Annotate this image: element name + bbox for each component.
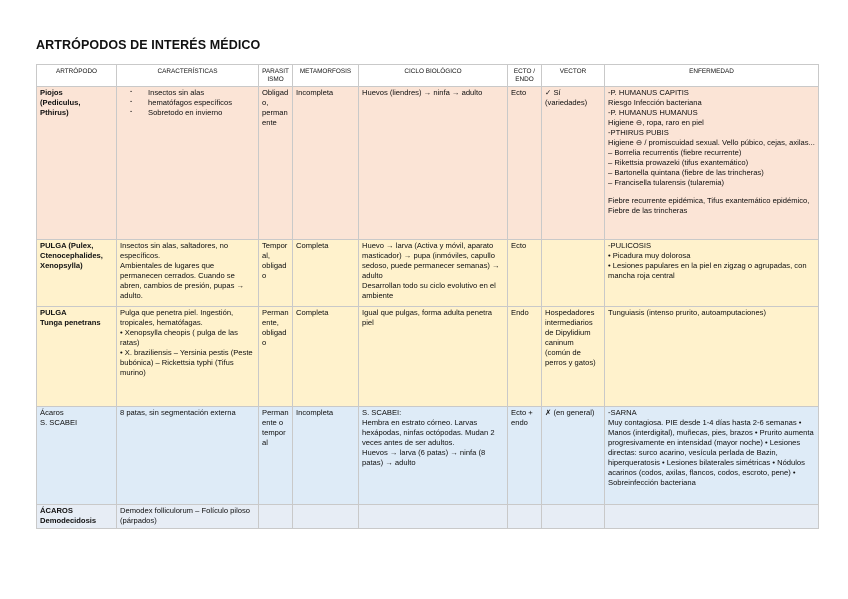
cell-vector: Hospedadores intermediarios de Dipylidium caninum (común de perros y gatos) bbox=[542, 306, 605, 406]
header-ecto-endo: ECTO / ENDO bbox=[508, 65, 542, 87]
cell-artropodo: Ácaros S. SCABEI bbox=[37, 406, 117, 504]
cell-ecto-endo: Endo bbox=[508, 306, 542, 406]
cell-ecto-endo: Ecto bbox=[508, 86, 542, 239]
cell-vector: ✓ Sí (variedades) bbox=[542, 86, 605, 239]
table-header-row bbox=[37, 65, 819, 87]
cell-caracteristicas: Pulga que penetra piel. Ingestión, tropicales, hematófagas. • Xenopsylla cheopis ( pulga de las ratas) • X. braziliensis – Yersinia pestis (Peste bubónica) – Rickettsia typhi (Tifus murino) bbox=[117, 306, 259, 406]
cell-metamorfosis: Incompleta bbox=[293, 86, 359, 239]
arthropods-table bbox=[36, 64, 819, 529]
cell-artropodo: PULGA Tunga penetrans bbox=[37, 306, 117, 406]
table-row bbox=[37, 86, 819, 239]
cell-metamorfosis: Incompleta bbox=[293, 406, 359, 504]
table-row bbox=[37, 406, 819, 504]
cell-parasitismo: Permanente o temporal bbox=[259, 406, 293, 504]
header-enfermedad: ENFERMEDAD bbox=[605, 65, 819, 87]
table-row bbox=[37, 306, 819, 406]
cell-ciclo bbox=[359, 504, 508, 528]
cell-parasitismo bbox=[259, 504, 293, 528]
cell-caracteristicas: 8 patas, sin segmentación externa bbox=[117, 406, 259, 504]
cell-ecto-endo: Ecto bbox=[508, 239, 542, 306]
cell-enfermedad: -SARNA Muy contagiosa. PIE desde 1-4 días hasta 2-6 semanas • Manos (interdigital), muñecas, pies, brazos • Prurito aumenta progresivamente en intensidad (mayor noche) • Lesiones directas: surco acarino, vesícula perlada de Bazin, hiperqueratosis • Lesiones bilaterales simétricas • Nódulos acarinos (codos, axilas, flancos, codos, escroto, pene) • Sobreinfección bacteriana bbox=[605, 406, 819, 504]
cell-vector bbox=[542, 239, 605, 306]
cell-ciclo: Igual que pulgas, forma adulta penetra piel bbox=[359, 306, 508, 406]
cell-enfermedad: -PULICOSIS • Picadura muy dolorosa • Lesiones papulares en la piel en zigzag o agrupadas, con mancha roja central bbox=[605, 239, 819, 306]
header-artropodo: ARTRÓPODO bbox=[37, 65, 117, 87]
list-item: · hematófagos específicos bbox=[130, 98, 255, 108]
cell-caracteristicas: Demodex folliculorum – Folículo piloso (párpados) bbox=[117, 504, 259, 528]
cell-artropodo: PULGA (Pulex, Ctenocephalides, Xenopsylla) bbox=[37, 239, 117, 306]
cell-metamorfosis bbox=[293, 504, 359, 528]
cell-ciclo: S. SCABEI: Hembra en estrato córneo. Larvas hexápodas, ninfas octópodas. Mudan 2 veces antes de ser adultos. Huevos → larva (6 patas) → ninfa (8 patas) → adulto bbox=[359, 406, 508, 504]
header-caracteristicas: CARACTERÍSTICAS bbox=[117, 65, 259, 87]
cell-vector bbox=[542, 504, 605, 528]
cell-enfermedad: Tunguiasis (intenso prurito, autoamputaciones) bbox=[605, 306, 819, 406]
page-title: ARTRÓPODOS DE INTERÉS MÉDICO bbox=[36, 38, 261, 52]
list-item: · Insectos sin alas bbox=[130, 88, 255, 98]
cell-artropodo: Piojos (Pediculus, Pthirus) bbox=[37, 86, 117, 239]
cell-artropodo: ÁCAROS Demodecidosis bbox=[37, 504, 117, 528]
cell-metamorfosis: Completa bbox=[293, 306, 359, 406]
header-parasitismo: PARASITISMO bbox=[259, 65, 293, 87]
header-metamorfosis: METAMORFOSIS bbox=[293, 65, 359, 87]
table-row bbox=[37, 504, 819, 528]
cell-parasitismo: Temporal, obligado bbox=[259, 239, 293, 306]
cell-ciclo: Huevos (liendres) → ninfa → adulto bbox=[359, 86, 508, 239]
cell-parasitismo: Permanente, obligado bbox=[259, 306, 293, 406]
table-row bbox=[37, 239, 819, 306]
header-vector: VECTOR bbox=[542, 65, 605, 87]
cell-ciclo: Huevo → larva (Activa y móvil, aparato masticador) → pupa (inmóviles, capullo sedoso, puede permanecer semanas) → adulto Desarrollan todo su ciclo evolutivo en el ambiente bbox=[359, 239, 508, 306]
cell-enfermedad bbox=[605, 504, 819, 528]
list-item: · Sobretodo en invierno bbox=[130, 108, 255, 118]
header-ciclo: CICLO BIOLÓGICO bbox=[359, 65, 508, 87]
cell-caracteristicas: Insectos sin alas, saltadores, no específicos. Ambientales de lugares que permanecen cerrados. Cuando se abren, cambios de presión, pupas → adulto. bbox=[117, 239, 259, 306]
cell-enfermedad: -P. HUMANUS CAPITIS Riesgo Infección bacteriana -P. HUMANUS HUMANUS Higiene ⊖, ropa, raro en piel -PTHIRUS PUBIS Higiene ⊖ / promiscuidad sexual. Vello púbico, cejas, axilas... – Borrelia recurrentis (fiebre recurrente) – Rikettsia prowazeki (tifus exantemático) – Bartonella quintana (fiebre de las trincheras) – Francisella tularensis (tularemia) Fiebre recurrente epidémica, Tifus exantemático epidémico, Fiebre de las trincheras bbox=[605, 86, 819, 239]
cell-caracteristicas bbox=[117, 86, 259, 239]
cell-ecto-endo: Ecto + endo bbox=[508, 406, 542, 504]
cell-metamorfosis: Completa bbox=[293, 239, 359, 306]
cell-parasitismo: Obligado, permanente bbox=[259, 86, 293, 239]
cell-vector: ✗ (en general) bbox=[542, 406, 605, 504]
cell-ecto-endo bbox=[508, 504, 542, 528]
